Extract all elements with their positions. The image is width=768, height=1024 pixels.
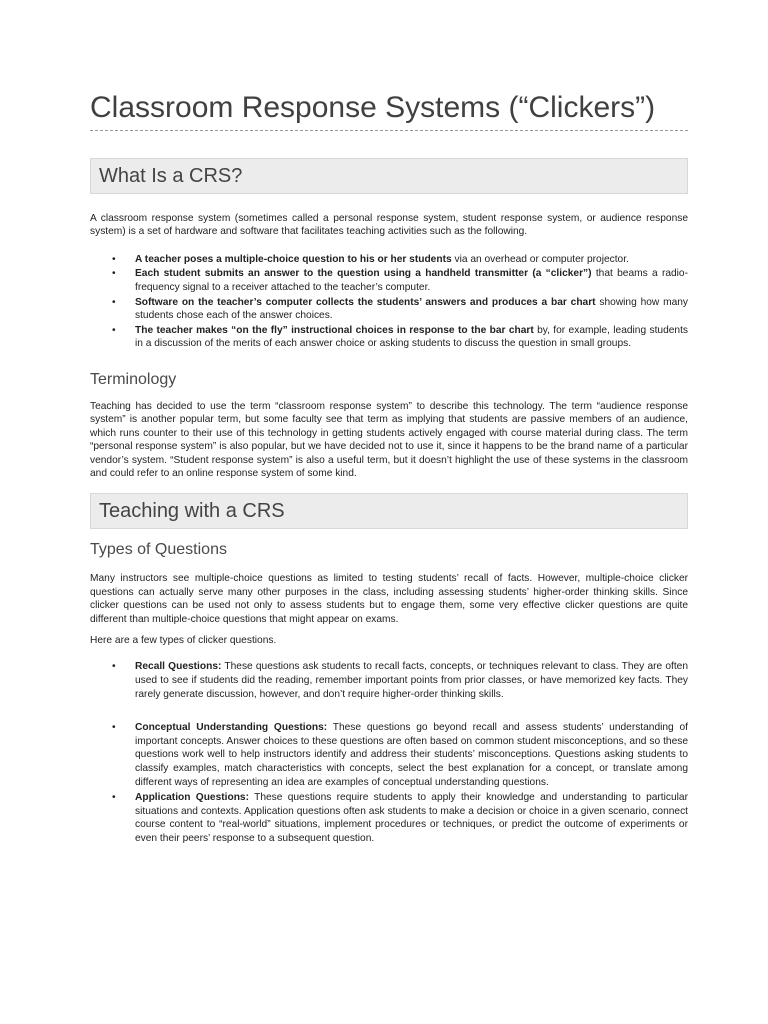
list-item-text: These questions go beyond recall and assess students’ understanding of important concepts. Answer choices to these questions are often based on common student misconceptions, and so these questions work well to help instructors identify and address their students’ misconceptions. Questions asking students to classify examples, match characteristics with concepts, select the best explanation for a concept, or translate among different ways of representing an idea are examples of conceptual understanding questions. xyxy=(135,722,689,788)
list-item xyxy=(90,253,688,267)
section-heading-what-is-crs: What Is a CRS? xyxy=(90,158,688,194)
list-item-text: via an overhead or computer projector. xyxy=(451,253,629,265)
types-paragraph: Many instructors see multiple-choice questions as limited to testing students’ recall of facts. However, multiple-choice clicker questions can actually serve many other purposes in the class, including assessing students’ higher-order thinking skills. Since clicker questions can be used not only to assess students but to engage them, some very effective clicker questions are quite different than multiple-choice questions that might appear on exams. xyxy=(90,573,688,625)
crs-intro-paragraph: A classroom response system (sometimes called a personal response system, student response system, or audience response system) is a set of hardware and software that facilitates teaching activities such as the following. xyxy=(90,213,688,238)
types-of-questions-heading: Types of Questions xyxy=(90,541,227,559)
section-heading-teaching-with-crs: Teaching with a CRS xyxy=(90,493,688,529)
bullet-icon: • xyxy=(112,268,116,280)
list-item-bold: Software on the teacher’s computer collects the students’ answers and produces a bar chart xyxy=(135,296,596,308)
list-item-text: These questions require students to apply their knowledge and understanding to particular situations and contexts. Application questions often ask students to make a decision or choice in a given scenario, connect course content to “real-world” situations, implement procedures or techniques, or predict the outcome of experiments or even their peers’ response to a subsequent question. xyxy=(135,792,688,844)
crs-activities-list xyxy=(90,253,688,351)
list-item-bold: Each student submits an answer to the question using a handheld transmitter (a “clicker”) xyxy=(135,268,592,280)
list-item xyxy=(90,660,688,701)
list-item-text: by, for example, leading students in a discussion of the merits of each answer choice or asking students to discuss the question in small groups. xyxy=(135,324,688,350)
bullet-icon: • xyxy=(112,253,116,265)
list-item-bold: Recall Questions: xyxy=(135,661,222,673)
list-item xyxy=(90,791,688,845)
list-item xyxy=(90,296,688,323)
bullet-icon: • xyxy=(112,722,116,734)
bullet-icon: • xyxy=(112,324,116,336)
list-item-text: showing how many students chose each of the answer choices. xyxy=(135,296,688,322)
list-item-bold: Application Questions: xyxy=(135,792,249,804)
list-item xyxy=(90,267,688,294)
list-item-bold: A teacher poses a multiple-choice question to his or her students xyxy=(135,253,452,265)
bullet-icon: • xyxy=(112,661,116,673)
list-item-text: that beams a radio-frequency signal to a receiver attached to the teacher’s computer. xyxy=(135,268,688,293)
terminology-paragraph: Teaching has decided to use the term “classroom response system” to describe this technology. The term “audience response system” is another popular term, but some faculty see that term as implying that students are passive members of an audience, which runs counter to their use of this technology in getting students actively engaged with course material during class. The term “personal response system” is also popular, but we have decided not to use it, since it happens to be the brand name of a particular vendor’s system. “Student response system” is also a useful term, but it doesn’t highlight the use of these systems in the classroom and could refer to an online response system of some kind. xyxy=(90,400,688,479)
list-item xyxy=(90,324,688,351)
document-title: Classroom Response Systems (“Clickers”) xyxy=(90,0,688,131)
terminology-heading: Terminology xyxy=(90,370,177,388)
list-item xyxy=(90,721,688,789)
bullet-icon: • xyxy=(112,792,116,804)
question-types-list xyxy=(90,660,688,845)
bullet-icon: • xyxy=(112,296,116,308)
types-intro-paragraph: Here are a few types of clicker questions. xyxy=(90,635,277,647)
list-item-bold: The teacher makes “on the fly” instructional choices in response to the bar chart xyxy=(135,324,534,336)
list-item-bold: Conceptual Understanding Questions: xyxy=(135,722,328,734)
list-item-text: These questions ask students to recall facts, concepts, or techniques relevant to class. They are often used to see if students did the reading, remember important points from prior classes, or have memorized key facts. They rarely generate discussion, however, and don’t require higher-order thinking skills. xyxy=(135,661,688,700)
